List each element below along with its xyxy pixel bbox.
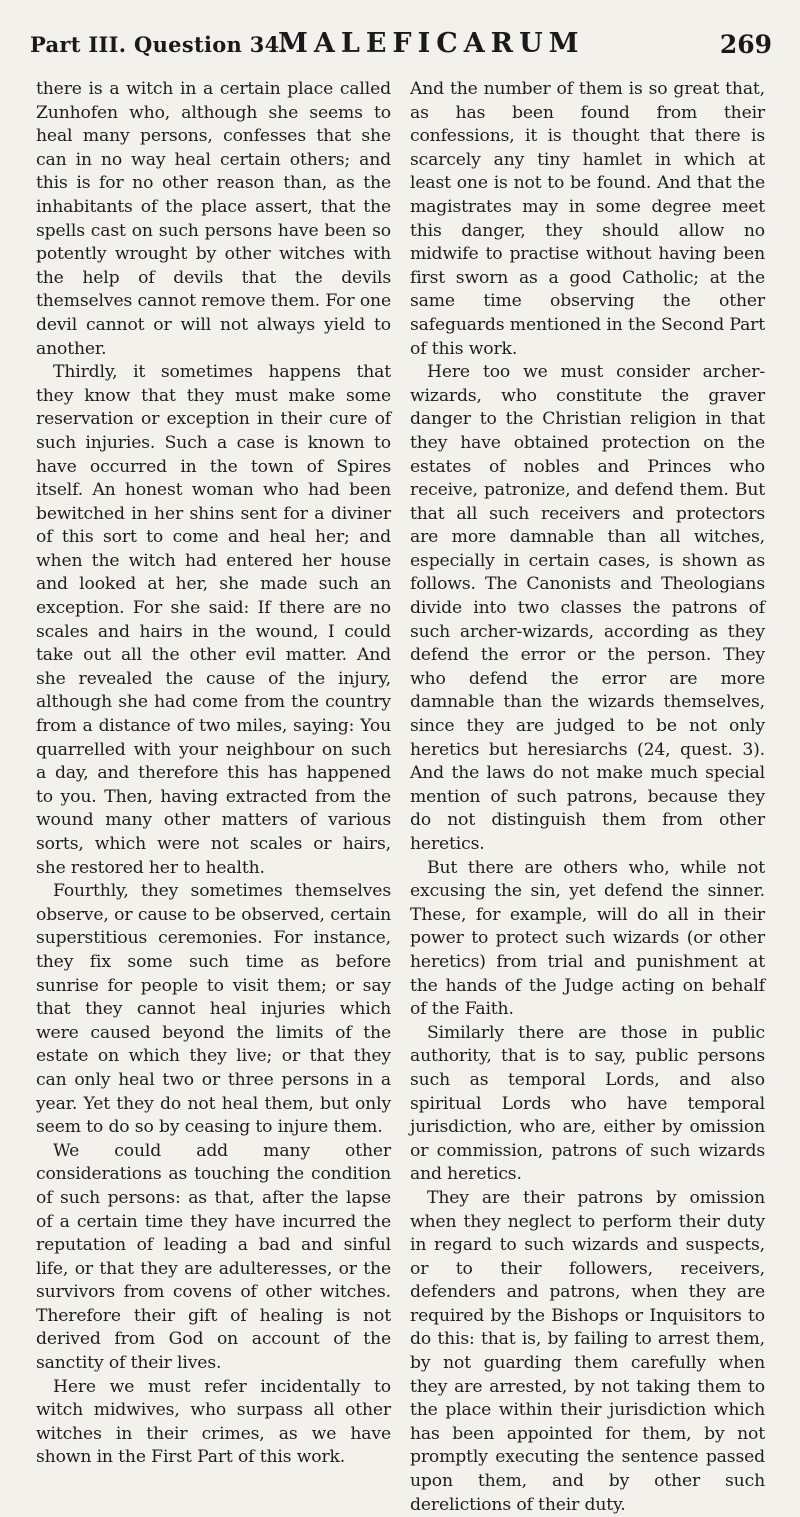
paragraph: But there are others who, while not excusing the sin, yet defend the sinner. These, for example, will do all in their power to protect such wizards (or other heretics) from trial and punishment at the hands of the Judge acting on behalf of the Faith. [410, 857, 765, 1020]
running-head [30, 26, 772, 66]
paragraph: They are their patrons by omission when they neglect to perform their duty in regard to such wizards and suspects, or to their followers, receivers, defenders and patrons, when they are required by the Bishops or Inquisitors to do this: that is, by failing to arrest them, by not guarding them carefully when they are arrested, by not taking them to the place within their jurisdiction which has been appointed for them, by not promptly executing the sentence passed upon them, and by other such derelictions of their duty. [410, 1187, 765, 1515]
paragraph: there is a witch in a certain place called Zunhofen who, although she seems to heal many persons, confesses that she can in no way heal certain others; and this is for no other reason than, as the inhabitants of the place assert, that the spells cast on such persons have been so potently wrought by other witches with the help of devils that the devils themselves cannot remove them. For one devil cannot or will not always yield to another. [36, 79, 391, 359]
book-title: MALEFICARUM [278, 28, 585, 59]
paragraph: Fourthly, they sometimes themselves observe, or cause to be observed, certain superstitious ceremonies. For instance, they fix some such time as before sunrise for people to visit them; or say that they cannot heal injuries which were caused beyond the limits of the estate on which they live; or that they can only heal two or three persons in a year. Yet they do not heal them, but only seem to do so by ceasing to injure them. [36, 881, 391, 1138]
paragraph: We could add many other considerations as touching the condition of such persons: as that, after the lapse of a certain time they have incurred the reputation of leading a bad and sinful life, or that they are adulteresses, or the survivors from covens of other witches. Therefore their gift of healing is not derived from God on account of the sanctity of their lives. [36, 1140, 391, 1374]
paragraph: Similarly there are those in public authority, that is to say, public persons such as temporal Lords, and also spiritual Lords who have temporal jurisdiction, who are, either by omission or commission, patrons of such wizards and heretics. [410, 1022, 765, 1185]
paragraph: Here we must refer incidentally to witch midwives, who surpass all other witches in their crimes, as we have shown in the First Part of this work. [36, 1376, 391, 1468]
page-number: 269 [719, 30, 772, 59]
left-column [36, 78, 391, 1470]
part-question-heading: Part III. Question 34. [30, 32, 288, 57]
paragraph: And the number of them is so great that, as has been found from their confessions, it is thought that there is scarcely any tiny hamlet in which at least one is not to be found. And that the magistrates may in some degree meet this danger, they should allow no midwife to practise without having been first sworn as a good Catholic; at the same time observing the other safeguards mentioned in the Second Part of this work. [410, 79, 765, 359]
paragraph: Here too we must consider archer-wizards, who constitute the graver danger to the Christian religion in that they have obtained protection on the estates of nobles and Princes who receive, patronize, and defend them. But that all such receivers and protectors are more damnable than all witches, especially in certain cases, is shown as follows. The Canonists and Theologians divide into two classes the patrons of such archer-wizards, according as they defend the error or the person. They who defend the error are more damnable than the wizards themselves, since they are judged to be not only heretics but heresiarchs (24, quest. 3). And the laws do not make much special mention of such patrons, because they do not distinguish them from other heretics. [410, 362, 765, 854]
paragraph: Thirdly, it sometimes happens that they know that they must make some reservation or exception in their cure of such injuries. Such a case is known to have occurred in the town of Spires itself. An honest woman who had been bewitched in her shins sent for a diviner of this sort to come and heal her; and when the witch had entered her house and looked at her, she made such an exception. For she said: If there are no scales and hairs in the wound, I could take out all the other evil matter. And she revealed the cause of the injury, although she had come from the country from a distance of two miles, saying: You quarrelled with your neighbour on such a day, and therefore this has happened to you. Then, having extracted from the wound many other matters of various sorts, which were not scales or hairs, she restored her to health. [36, 362, 391, 878]
right-column [410, 78, 765, 1517]
